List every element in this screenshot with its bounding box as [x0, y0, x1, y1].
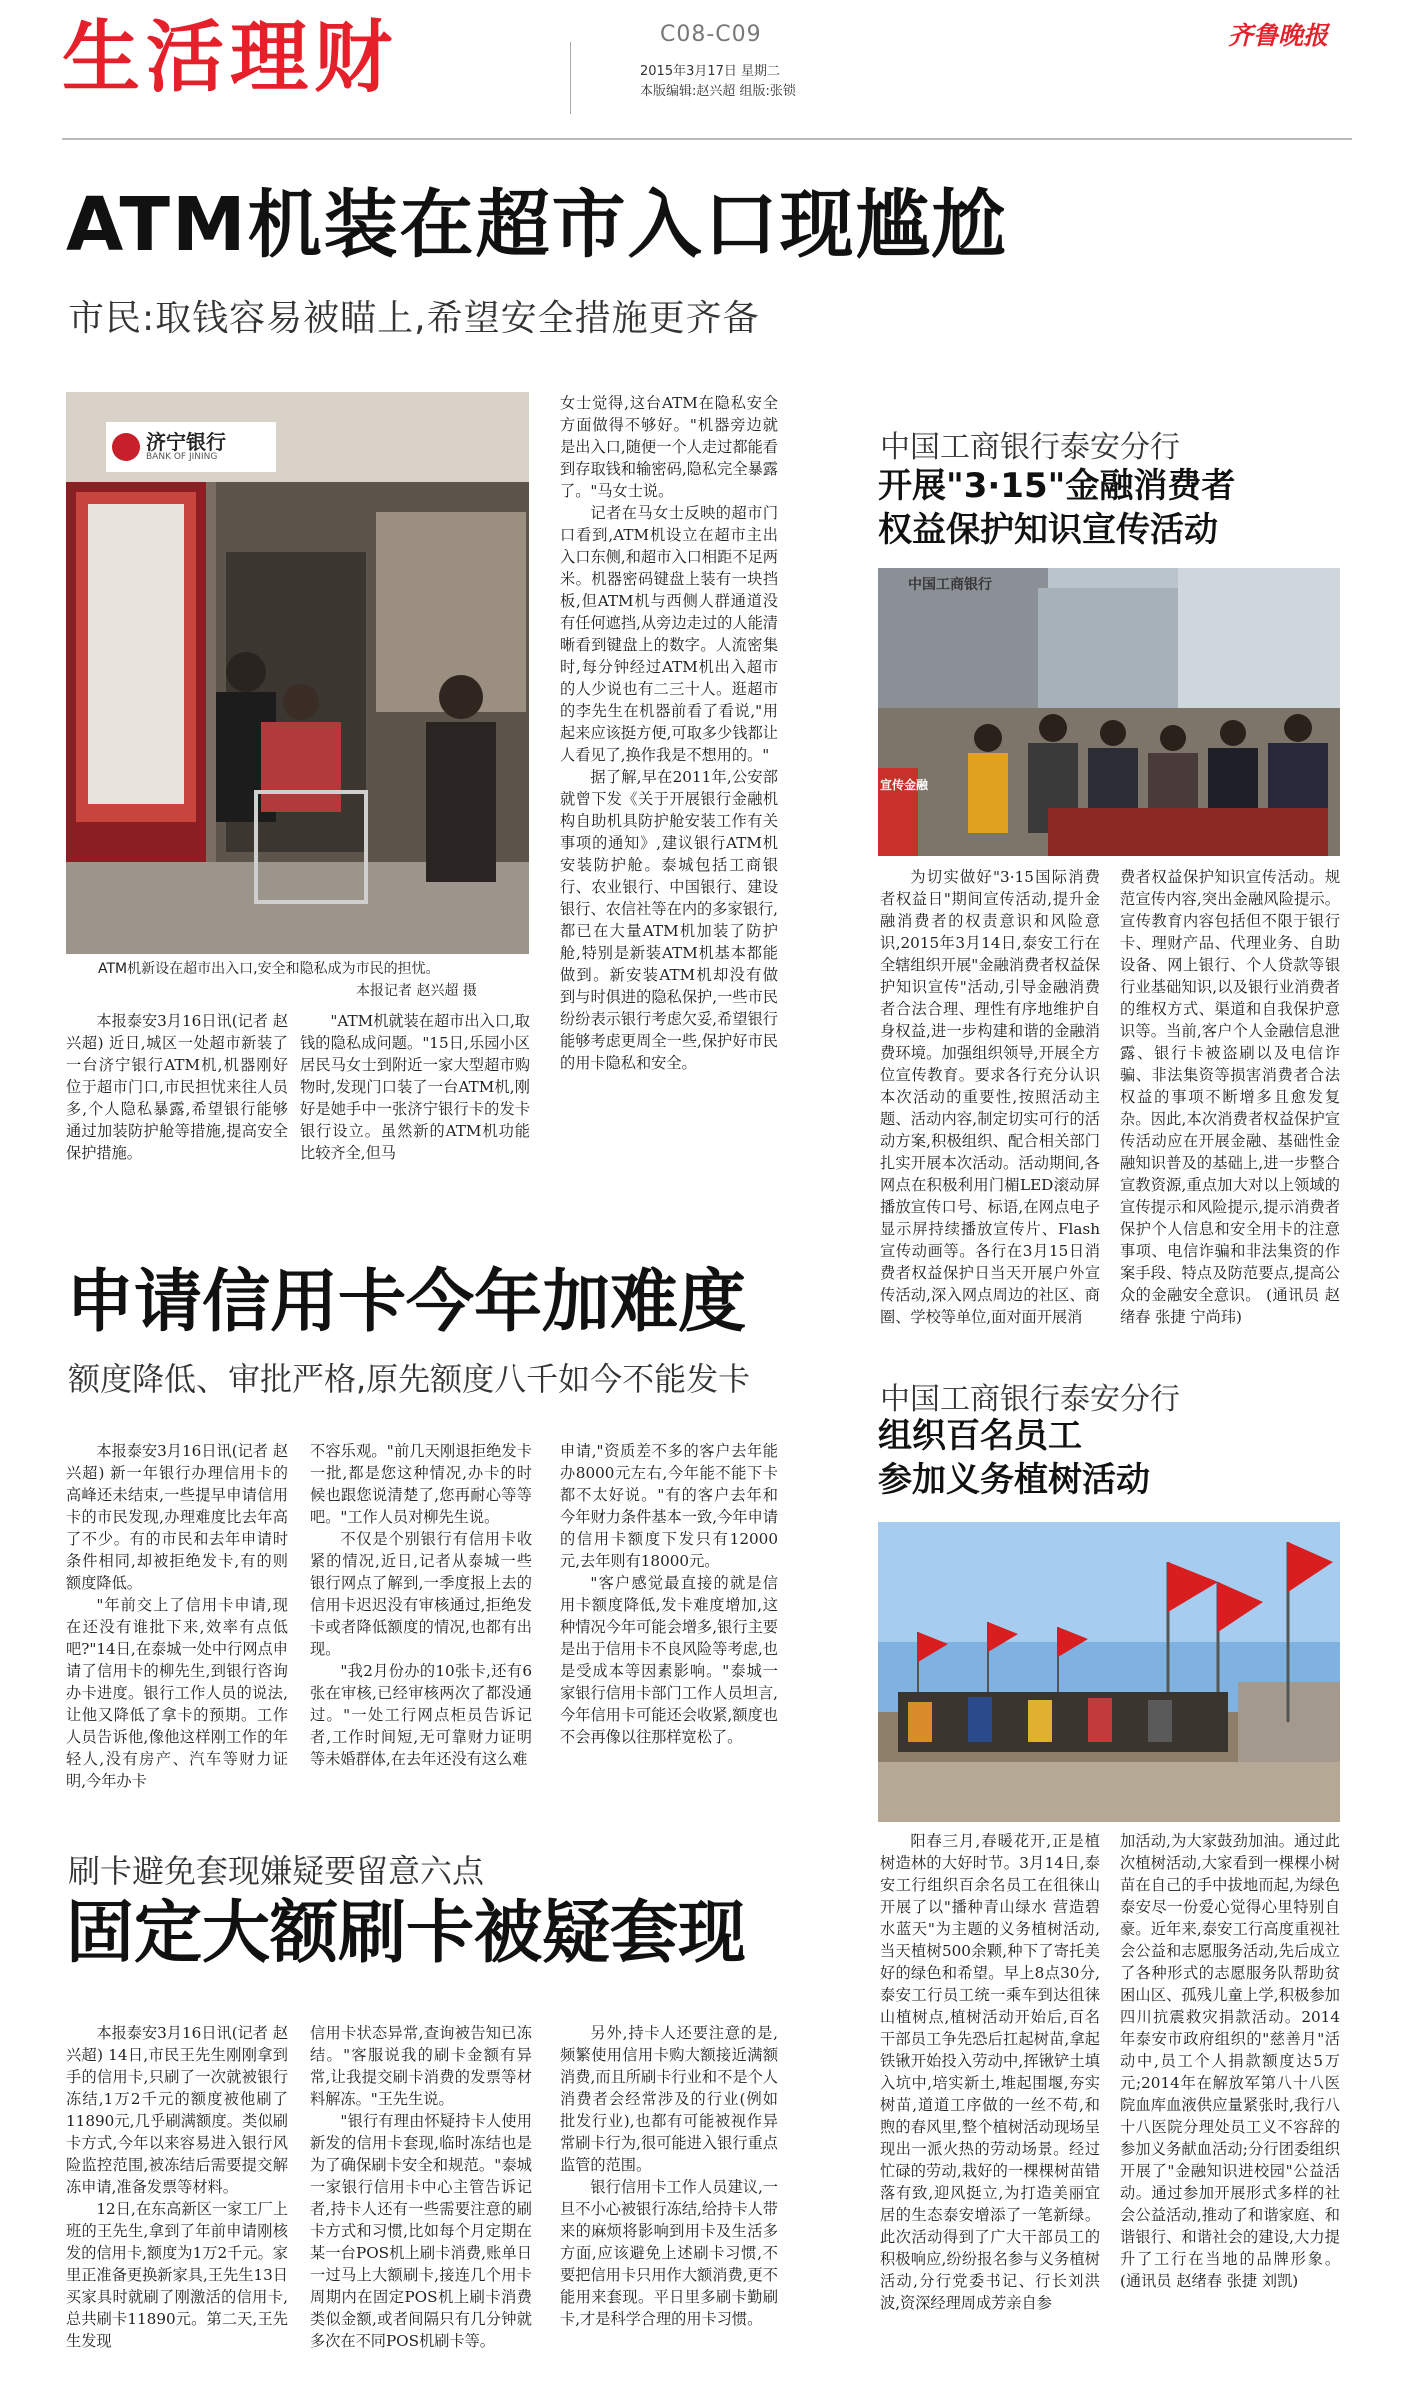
article-tree-para: 阳春三月,春暖花开,正是植树造林的大好时节。3月14日,泰安工行组织百余名员工在徂徕山开展了以"播种青山绿水 营造碧水蓝天"为主题的义务植树活动,当天植树500余颗,种下了寄托美好的绿色和希望。早上8点30分,泰安工行员工统一乘车到达徂徕山植树点,植树活动开始后,百名干部员工争先恐后扛起树苗,拿起铁锹开始投入劳动中,挥锹铲土填入坑中,培实新土,堆起围堰,夯实树苗,道道工序做的一丝不苟,和煦的春风里,整个植树活动现场呈现出一派火热的劳动场景。经过忙碌的劳动,栽好的一棵棵树苗错落有致,迎风挺立,为打造美丽宜居的生态泰安增添了一笔新绿。此次活动得到了广大干部员工的积极响应,纷纷报名参与义务植树活动,分行党委书记、行长刘洪波,资深经理周成芳亲自参 [880, 1832, 1100, 2312]
tree-planting-photo [878, 1522, 1340, 1822]
article-credit-para: 申请,"资质差不多的客户去年能办8000元左右,今年能不能下卡都不太好说。"有的客户去年和今年财力条件基本一致,今年申请的信用卡额度下发只有12000元,去年则有18000元。 [560, 1442, 778, 1570]
article-315-headline-line2: 权益保护知识宣传活动 [878, 510, 1218, 550]
article-atm-col3 [560, 392, 778, 1242]
atm-photo-caption: ATM机新设在超市出入口,安全和隐私成为市民的担忧。 [98, 961, 440, 977]
article-cashout-para: 本报泰安3月16日讯(记者 赵兴超) 14日,市民王先生刚刚拿到手的信用卡,只刷了一次就被银行冻结,1万2千元的额度被他刷了11890元,几乎刷满额度。类似刷卡方式,今年以来容易进入银行风险监控范围,被冻结后需要提交解冻申请,准备发票等材料。 [66, 2024, 289, 2196]
article-cashout-col2 [310, 2022, 532, 2366]
article-credit-col1 [66, 1440, 289, 1790]
article-atm-headline: ATM机装在超市入口现尴尬 [66, 182, 1008, 268]
article-credit-para: "客户感觉最直接的就是信用卡额度降低,发卡难度增加,这种情况今年可能会增多,银行主要是出于信用卡不良风险等考虑,也是受成本等因素影响。"泰城一家银行信用卡部门工作人员坦言,今年信用卡可能还会收紧,额度也不会再像以往那样宽松了。 [560, 1574, 778, 1746]
masthead-corner-rule [570, 42, 593, 114]
article-credit-headline: 申请信用卡今年加难度 [66, 1263, 747, 1342]
icbc-315-photo-banner: 宣传金融 [880, 778, 929, 792]
masthead-rule [62, 138, 1352, 140]
article-atm-col1 [66, 1010, 288, 1236]
atm-photo-sign: 济宁银行 [146, 430, 226, 454]
article-315-col1 [880, 866, 1100, 1354]
masthead [0, 0, 1409, 140]
article-315-para: 费者权益保护知识宣传活动。规范宣传内容,突出金融风险提示。宣传教育内容包括但不限于银行卡、理财产品、代理业务、自助设备、网上银行、个人贷款等银行业基础知识,以及银行业消费者的维权方式、渠道和自我保护意识等。当前,客户个人金融信息泄露、银行卡被盗刷以及电信诈骗、非法集资等损害消费者合法权益的事项不断增多且愈发复杂。因此,本次消费者权益保护宣传活动应在开展金融、基础性金融知识普及的基础上,进一步整合宣教资源,重点加大对以上领域的宣传提示和风险提示,提示消费者保护个人信息和安全用卡的注意事项、电信诈骗和非法集资的作案手段、特点及防范要点,提高公众的金融安全意识。 (通讯员 赵绪春 张捷 宁尚玮) [1120, 868, 1340, 1326]
date-line: 2015年3月17日 星期二 [640, 64, 781, 79]
article-cashout-para: 另外,持卡人还要注意的是,频繁使用信用卡购大额接近满额消费,而且所刷卡行业和不是个人消费者会经常涉及的行业(例如批发行业),也都有可能被视作异常刷卡行为,很可能进入银行重点监管的范围。 [560, 2024, 778, 2174]
article-credit-para: "我2月份办的10张卡,还有6张在审核,已经审核两次了都没通过。"一处工行网点柜员告诉记者,工作时间短,无可靠财力证明等未婚群体,在去年还没有这么难 [310, 1662, 532, 1768]
article-cashout-para: 12日,在东高新区一家工厂上班的王先生,拿到了年前申请刚核发的信用卡,额度为1万2千元。家里正准备更换新家具,王先生13日买家具时就刷了刚激活的信用卡,总共刷卡11890元。第二天,王先生发现 [66, 2200, 288, 2350]
page-code: C08-C09 [660, 22, 762, 47]
article-cashout-para: 信用卡状态异常,查询被告知已冻结。"客服说我的刷卡金额有异常,让我提交刷卡消费的发票等材料解冻。"王先生说。 [310, 2024, 532, 2108]
article-315-kicker: 中国工商银行泰安分行 [880, 430, 1180, 465]
article-atm-para: "ATM机就装在超市出入口,取钱的隐私成问题。"15日,乐园小区居民马女士到附近一家大型超市购物时,发现门口装了一台ATM机,刚好是她手中一张济宁银行卡的发卡银行设立。虽然新的ATM机功能比较齐全,但马 [300, 1012, 530, 1162]
icbc-315-photo [878, 568, 1340, 856]
article-cashout-para: "银行有理由怀疑持卡人使用新发的信用卡套现,临时冻结也是为了确保刷卡安全和规范。"泰城一家银行信用卡中心主管告诉记者,持卡人还有一些需要注意的刷卡方式和习惯,比如每个月定期在某一台POS机上刷卡消费,账单日一过马上大额刷卡,接连几个用卡周期内在固定POS机上刷卡消费类似金额,或者间隔只有几分钟就多次在不同POS机刷卡等。 [310, 2112, 532, 2350]
article-315-headline-line1: 开展"3·15"金融消费者 [878, 466, 1236, 506]
article-credit-col3 [560, 1440, 778, 1772]
article-tree-kicker: 中国工商银行泰安分行 [880, 1382, 1180, 1417]
article-credit-para: 不仅是个别银行有信用卡收紧的情况,近日,记者从泰城一些银行网点了解到,一季度报上去的信用卡迟迟没有审核通过,拒绝发卡或者降低额度的情况,也都有出现。 [310, 1530, 532, 1658]
article-credit-para: "年前交上了信用卡申请,现在还没有谁批下来,效率有点低吧?"14日,在泰城一处中行网点申请了信用卡的柳先生,到银行咨询办卡进度。银行工作人员的说法,让他又降低了拿卡的预期。工作人员告诉他,像他这样刚工作的年轻人,没有房产、汽车等财力证明,今年办卡 [66, 1596, 288, 1790]
atm-photo-credit: 本报记者 赵兴超 摄 [356, 983, 477, 999]
atm-photo [66, 392, 529, 954]
icbc-315-photo-svg [878, 568, 1340, 856]
article-atm-para: 本报泰安3月16日讯(记者 赵兴超) 近日,城区一处超市新装了一台济宁银行ATM机,机器刚好位于超市门口,市民担忧来往人员多,个人隐私暴露,希望银行能够通过加装防护舱等措施,提高安全保护措施。 [66, 1012, 289, 1162]
article-315-col2 [1120, 866, 1340, 1354]
article-315-para: 为切实做好"3·15国际消费者权益日"期间宣传活动,提升金融消费者的权责意识和风险意识,2015年3月14日,泰安工行在全辖组织开展"金融消费者权益保护知识宣传"活动,引导金融消费者合法合理、理性有序地维护自身权益,进一步构建和谐的金融消费环境。加强组织领导,开展全方位宣传教育。要求各行充分认识本次活动的重要性,按照活动主题、活动内容,制定切实可行的活动方案,积极组织、配合相关部门扎实开展本次活动。活动期间,各网点在积极利用门楣LED滚动屏播放宣传口号、标语,在网点电子显示屏持续播放宣传片、Flash宣传动画等。各行在3月15日消费者权益保护日当天开展户外宣传活动,深入网点周边的社区、商圈、学校等单位,面对面开展消 [880, 868, 1100, 1326]
article-credit-subheadline: 额度降低、审批严格,原先额度八千如今不能发卡 [68, 1360, 751, 1398]
article-tree-headline-line1: 组织百名员工 [878, 1416, 1082, 1456]
article-atm-para: 记者在马女士反映的超市门口看到,ATM机设立在超市主出入口东侧,和超市入口相距不足两米。机器密码键盘上装有一块挡板,但ATM机与西侧人群通道没有任何遮挡,从旁边走过的人能清晰看到键盘上的数字。人流密集时,每分钟经过ATM机出入超市的人少说也有二三十人。逛超市的李先生在机器前看了看说,"用起来应该挺方便,可取多少钱都让人看见了,换作我是不想用的。" [560, 504, 778, 764]
article-atm-col2 [300, 1010, 530, 1236]
article-atm-subheadline: 市民:取钱容易被瞄上,希望安全措施更齐备 [68, 298, 760, 339]
article-cashout-para: 银行信用卡工作人员建议,一旦不小心被银行冻结,给持卡人带来的麻烦将影响到用卡及生活多方面,应该避免上述刷卡习惯,不要把信用卡只用作大额消费,更不能用来套现。平日里多刷卡勤刷卡,才是科学合理的用卡习惯。 [560, 2178, 778, 2328]
article-credit-col2 [310, 1440, 532, 1772]
icbc-315-photo-sign: 中国工商银行 [908, 577, 992, 593]
article-tree-col1 [880, 1830, 1100, 2366]
atm-photo-svg [66, 392, 529, 954]
article-tree-col2 [1120, 1830, 1340, 2366]
article-atm-para: 女士觉得,这台ATM在隐私安全方面做得不够好。"机器旁边就是出入口,随便一个人走过都能看到存取钱和输密码,隐私完全暴露了。"马女士说。 [560, 394, 778, 500]
paper-logo: 齐鲁晚报 [1228, 21, 1329, 50]
article-tree-headline-line2: 参加义务植树活动 [878, 1460, 1150, 1500]
article-credit-para: 本报泰安3月16日讯(记者 赵兴超) 新一年银行办理信用卡的高峰还未结束,一些提早申请信用卡的市民发现,办理难度比去年高了不少。有的市民和去年申请时条件相同,却被拒绝发卡,有的则额度降低。 [66, 1442, 289, 1592]
article-cashout-headline: 固定大额刷卡被疑套现 [66, 1894, 747, 1973]
atm-photo-sign-sub: BANK OF JINING [146, 452, 218, 462]
article-cashout-col1 [66, 2022, 288, 2366]
article-cashout-kicker: 刷卡避免套现嫌疑要留意六点 [68, 1852, 485, 1890]
article-cashout-col3 [560, 2022, 778, 2366]
article-credit-para: 不容乐观。"前几天刚退拒绝发卡一批,都是您这种情况,办卡的时候也跟您说清楚了,您再耐心等等吧。"工作人员对柳先生说。 [310, 1442, 532, 1526]
editor-line: 本版编辑:赵兴超 组版:张锁 [640, 84, 796, 99]
article-atm-para: 据了解,早在2011年,公安部就曾下发《关于开展银行金融机构自助机具防护舱安装工作有关事项的通知》,建议银行ATM机安装防护舱。泰城包括工商银行、农业银行、中国银行、建设银行、农信社等在内的多家银行,都已在大量ATM机加装了防护舱,特别是新装ATM机基本都能做到。新安装ATM机却没有做到与时俱进的隐私保护,一些市民纷纷表示银行考虑欠妥,希望银行能够考虑更周全一些,保护好市民的用卡隐私和安全。 [560, 768, 778, 1072]
tree-planting-photo-svg [878, 1522, 1340, 1822]
masthead-title: 生活理财 [62, 13, 399, 103]
article-tree-para: 加活动,为大家鼓劲加油。通过此次植树活动,大家看到一棵棵小树苗在自己的手中拔地而起,为绿色泰安尽一份爱心觉得心里特别自豪。近年来,泰安工行高度重视社会公益和志愿服务活动,先后成立了各种形式的志愿服务队帮助贫困山区、孤残儿童上学,积极参加四川抗震救灾捐款活动。2014年泰安市政府组织的"慈善月"活动中,员工个人捐款额度达5万元;2014年在解放军第八十八医院血库血液供应量紧张时,我行八十八医院分理处员工义不容辞的参加义务献血活动;分行团委组织开展了"金融知识进校园"公益活动。通过参加开展形式多样的社会公益活动,推动了和谐家庭、和谐银行、和谐社会的建设,大力提升了工行在当地的品牌形象。 (通讯员 赵绪春 张捷 刘凯) [1120, 1832, 1340, 2290]
